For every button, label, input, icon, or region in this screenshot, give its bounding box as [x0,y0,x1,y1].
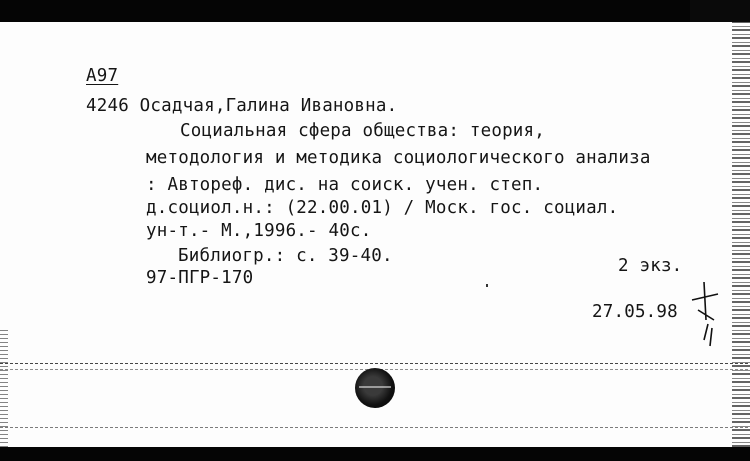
title-line-5: ун-т.- М.,1996.- 40с. [146,221,372,241]
title-line-3: : Автореф. дис. на соиск. учен. степ. [146,175,544,195]
accession-number: 97-ПГР-170 [146,268,254,288]
ink-speck [486,284,488,287]
author-line: 4246 Осадчая,Галина Ивановна. [86,96,398,116]
card-rule-line [0,363,750,364]
catalog-date: 27.05.98 [592,302,678,322]
title-line-1: Социальная сфера общества: теория, [180,121,546,141]
card-punch-hole [355,368,395,408]
card-bottom-border [0,447,750,461]
shelf-mark: А97 [86,66,119,86]
handwritten-check-mark [684,280,724,350]
card-top-border [0,0,750,22]
title-line-4: д.социол.н.: (22.00.01) / Моск. гос. социал. [146,198,619,218]
card-left-edge [0,330,8,447]
bibliography-note: Библиогр.: с. 39-40. [178,246,393,266]
title-line-2: методология и методика социологического анализа [146,148,651,168]
card-right-edge [732,22,750,447]
copies-count: 2 экз. [618,256,683,276]
card-rule-line [0,427,750,428]
